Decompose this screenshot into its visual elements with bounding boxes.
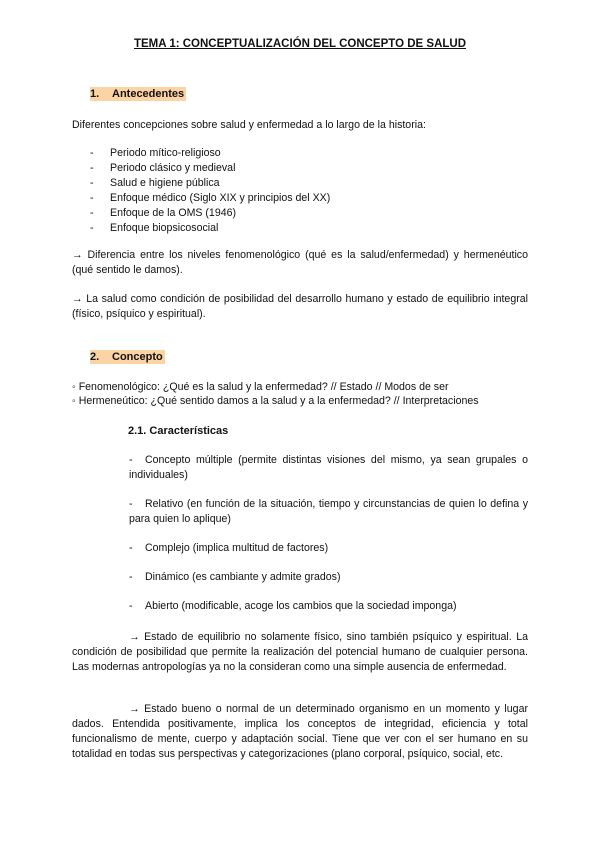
characteristic-item: - Abierto (modificable, acoge los cambios que la sociedad imponga) [129,600,457,612]
subsection-heading: 2.1. Características [128,425,229,437]
characteristic-item: - Dinámico (es cambiante y admite grados) [129,571,341,583]
list-item: - Enfoque biopsicosocial [90,222,219,234]
concept-line-fenomenologico: ◦ Fenomenológico: ¿Qué es la salud y la enfermedad? // Estado // Modos de ser [72,381,449,393]
section-number: 1. [90,88,100,100]
section-number: 2. [90,351,100,363]
paragraph-normal-state: → Estado bueno o normal de un determinado organismo en un momento y lugar dados. Entendida positivamente, implica los conceptos de integridad, eficiencia y total funcionalismo de mente, cuerpo y adaptación social. Tiene que ver con el ser humano en su totalidad en todas sus perspectivas y categorizaciones (plano corporal, psíquico, social, etc. [72,703,528,760]
characteristic-item: - Concepto múltiple (permite distintas visiones del mismo, ya sean grupales o individuales) [129,454,528,481]
section-intro: Diferentes concepciones sobre salud y enfermedad a lo largo de la historia: [72,119,426,131]
list-item: - Periodo mítico-religioso [90,147,221,159]
history-list [90,146,330,236]
characteristic-item: - Relativo (en función de la situación, tiempo y circunstancias de quien lo defina y para quien lo aplique) [129,498,528,525]
list-item: - Enfoque médico (Siglo XIX y principios del XX) [90,192,331,204]
note-health-condition: → La salud como condición de posibilidad del desarrollo humano y estado de equilibrio integral (físico, psíquico y espiritual). [72,293,528,320]
characteristic-item: - Complejo (implica multitud de factores) [129,542,329,554]
concept-line-hermeneutico: ◦ Hermeneútico: ¿Qué sentido damos a la salud y a la enfermedad? // Interpretaciones [72,395,479,407]
paragraph-equilibrium: → Estado de equilibrio no solamente físico, sino también psíquico y espiritual. La condición de posibilidad que permite la realización del potencial humano de cualquier persona. Las modernas antropologías ya no la consideran como una simple ausencia de enfermedad. [72,631,528,673]
document-title: TEMA 1: CONCEPTUALIZACIÓN DEL CONCEPTO DE SALUD [133,38,467,50]
list-item: - Enfoque de la OMS (1946) [90,207,237,219]
list-item: - Salud e higiene pública [90,177,220,189]
section-label: Concepto [112,351,163,363]
section-heading-antecedentes [90,87,186,102]
section-label: Antecedentes [112,88,185,100]
list-item: - Periodo clásico y medieval [90,162,236,174]
note-levels: → Diferencia entre los niveles fenomenológico (qué es la salud/enfermedad) y hermenéutico (qué sentido le damos). [72,249,528,276]
section-heading-concepto [90,350,165,365]
